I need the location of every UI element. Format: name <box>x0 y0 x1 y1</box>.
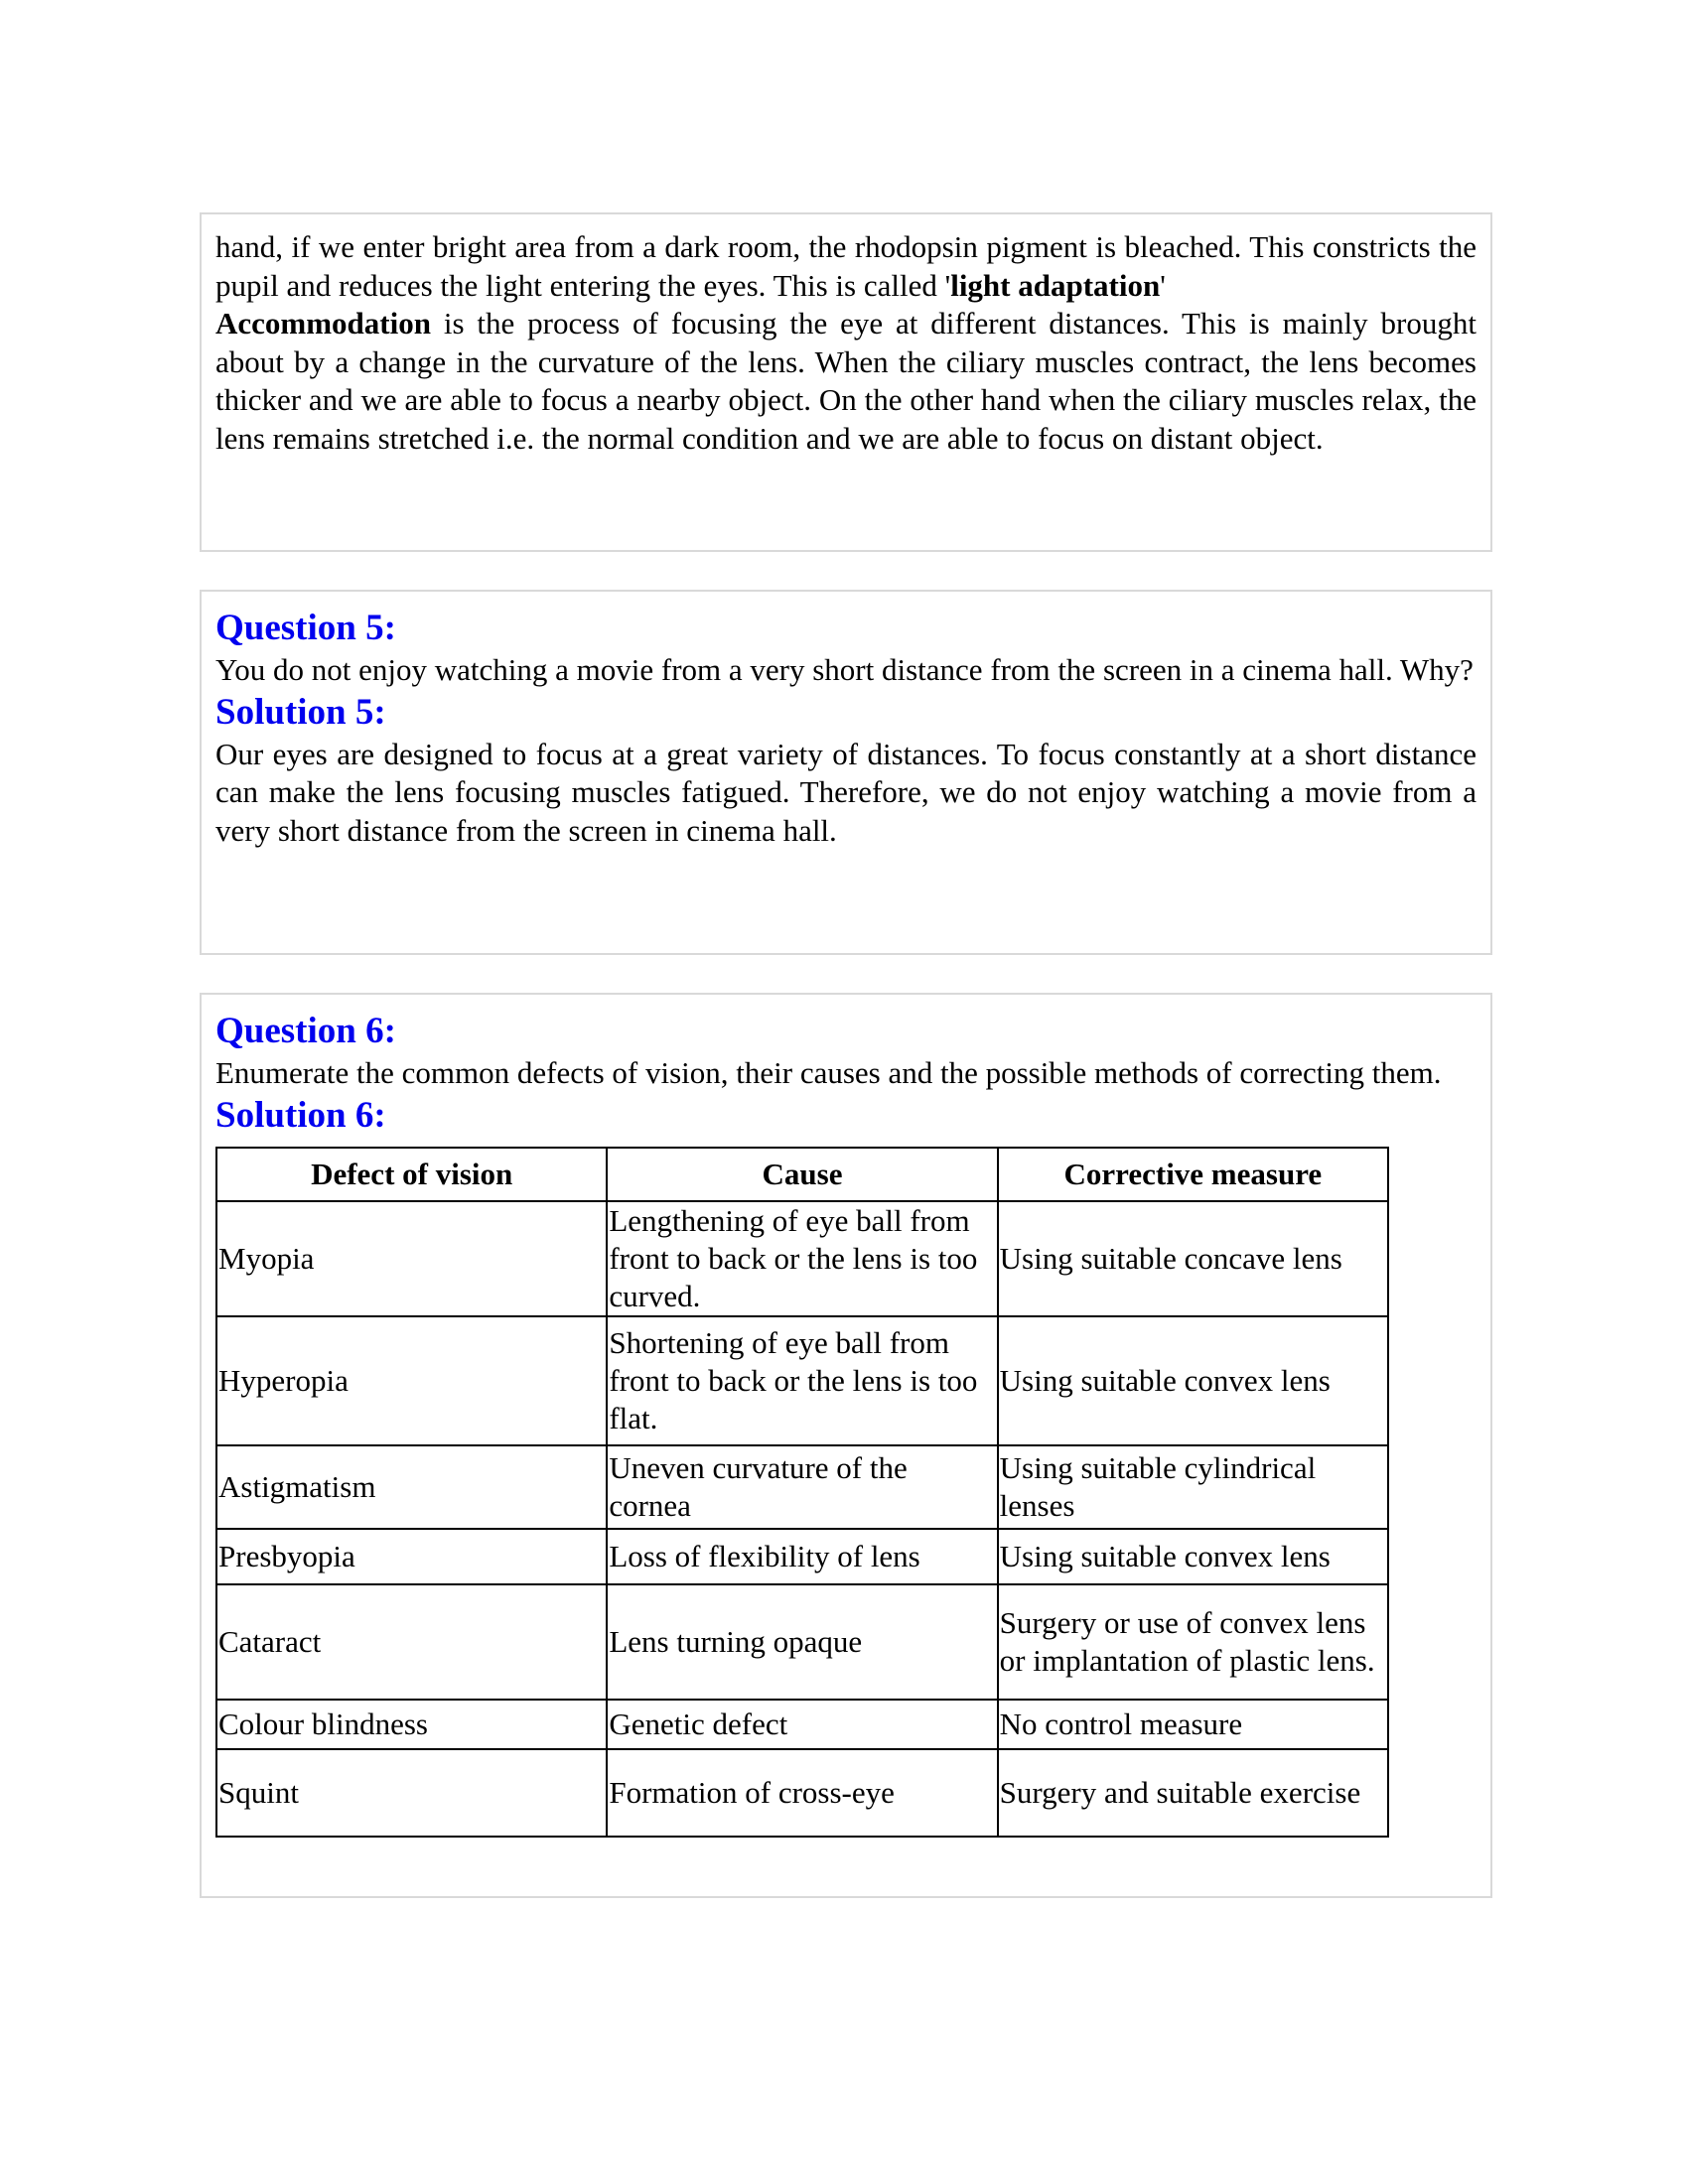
table-row <box>216 1201 1388 1316</box>
cause-cell: Formation of cross-eye <box>607 1749 997 1837</box>
defect-cell: Squint <box>216 1749 607 1837</box>
measure-cell: Using suitable cylindrical lenses <box>998 1445 1388 1529</box>
cause-cell: Lengthening of eye ball from front to back or the lens is too curved. <box>607 1201 997 1316</box>
quote-close: ' <box>1160 267 1166 303</box>
question-5-heading: Question 5: <box>215 608 396 648</box>
solution-5-heading: Solution 5: <box>215 691 386 733</box>
accommodation-text: is the process of focusing the eye at different distances. This is mainly brought about by a change in the curvature of the lens. When the ciliary muscles contract, the lens becomes thicker and we are able to focus a nearby object. On the other hand when the ciliary muscles relax, the lens remains stretched i.e. the normal condition and we are able to focus on distant object. <box>215 306 1477 456</box>
adaptation-accommodation-box <box>200 212 1492 552</box>
measure-cell: Using suitable convex lens <box>998 1316 1388 1445</box>
measure-cell: Surgery and suitable exercise <box>998 1749 1388 1837</box>
solution-5-text: Our eyes are designed to focus at a great variety of distances. To focus constantly at a short distance can make the lens focusing muscles fatigued. Therefore, we do not enjoy watching a movie from a very short distance from the screen in cinema hall. <box>215 736 1477 848</box>
light-adaptation-term: light adaptation <box>950 267 1161 303</box>
table-row <box>216 1749 1388 1837</box>
table-row <box>216 1700 1388 1749</box>
cause-cell: Loss of flexibility of lens <box>607 1529 997 1584</box>
defect-cell: Colour blindness <box>216 1700 607 1749</box>
table-row <box>216 1584 1388 1700</box>
cause-cell: Uneven curvature of the cornea <box>607 1445 997 1529</box>
table-row <box>216 1316 1388 1445</box>
table-row <box>216 1445 1388 1529</box>
defects-table <box>215 1147 1389 1838</box>
cause-cell: Shortening of eye ball from front to back or the lens is too flat. <box>607 1316 997 1445</box>
question-6-text: Enumerate the common defects of vision, their causes and the possible methods of correcting them. <box>215 1055 1442 1090</box>
adaptation-paragraph <box>215 228 1477 458</box>
defect-cell: Presbyopia <box>216 1529 607 1584</box>
table-row <box>216 1529 1388 1584</box>
defect-cell: Astigmatism <box>216 1445 607 1529</box>
question-5-box <box>200 590 1492 955</box>
measure-cell: Using suitable concave lens <box>998 1201 1388 1316</box>
accommodation-term: Accommodation <box>215 306 431 341</box>
header-corrective-measure: Corrective measure <box>998 1148 1388 1201</box>
measure-cell: Using suitable convex lens <box>998 1529 1388 1584</box>
light-adaptation-text: hand, if we enter bright area from a dark room, the rhodopsin pigment is bleached. This constricts the pupil and reduces the light entering the eyes. This is called ' <box>215 229 1477 303</box>
question-6-box <box>200 993 1492 1898</box>
question-5-text: You do not enjoy watching a movie from a very short distance from the screen in a cinema hall. Why? <box>215 652 1474 687</box>
question-6-heading: Question 6: <box>215 1011 396 1051</box>
solution-6-heading: Solution 6: <box>215 1094 386 1136</box>
cause-cell: Genetic defect <box>607 1700 997 1749</box>
measure-cell: No control measure <box>998 1700 1388 1749</box>
header-cause: Cause <box>607 1148 997 1201</box>
table-header-row <box>216 1148 1388 1201</box>
cause-cell: Lens turning opaque <box>607 1584 997 1700</box>
defect-cell: Hyperopia <box>216 1316 607 1445</box>
header-defect: Defect of vision <box>216 1148 607 1201</box>
defect-cell: Myopia <box>216 1201 607 1316</box>
defect-cell: Cataract <box>216 1584 607 1700</box>
measure-cell: Surgery or use of convex lens or implantation of plastic lens. <box>998 1584 1388 1700</box>
